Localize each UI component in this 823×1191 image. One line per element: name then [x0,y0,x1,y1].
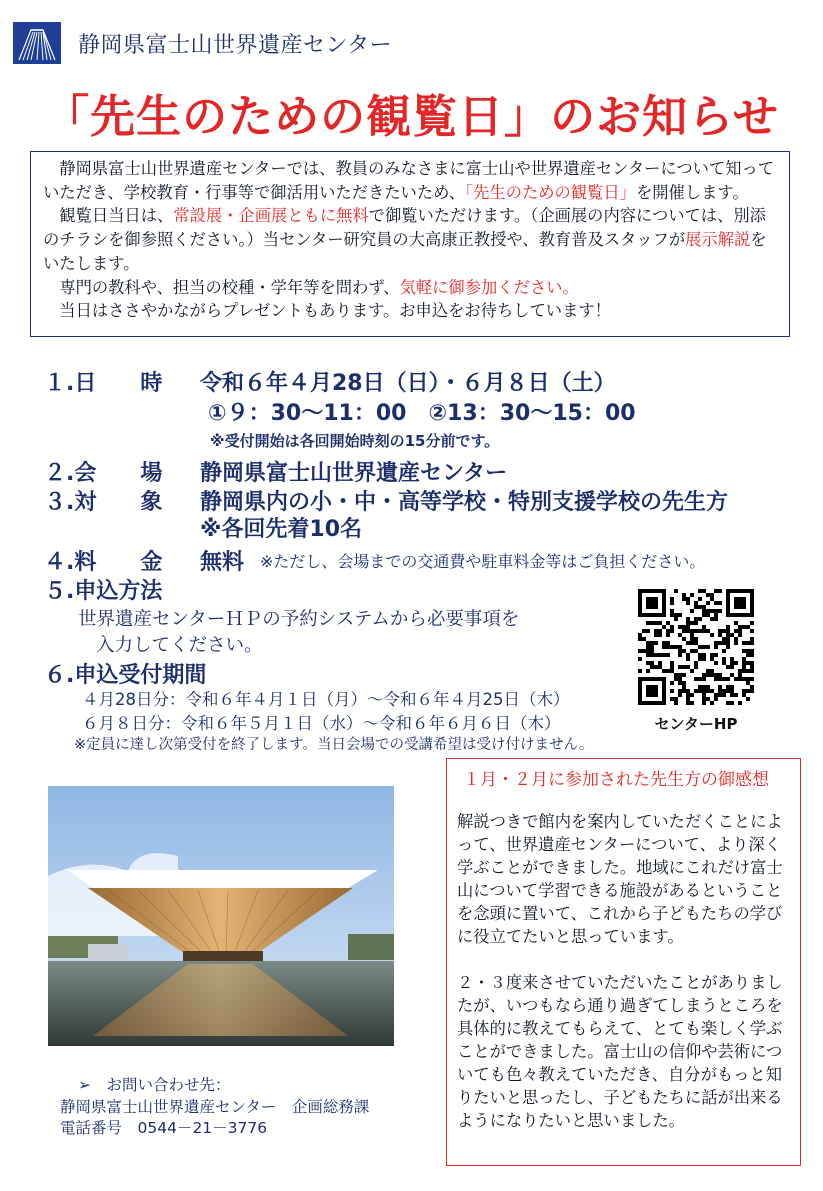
section-date-note: ※受付開始は各回開始時刻の15分前です。 [210,432,500,450]
section-target-label: ３.対 象 [44,490,163,515]
intro-highlight: 「先生のための観覧日」 [465,182,636,202]
intro-text: 静岡県富士山世界遺産センターでは、教員のみなさまに富士山や世界遺産センターについて知っていただき、学校教育・行事等で御活用いただきたいため、 [43,159,775,202]
section-period-line2: ６月８日分：令和６年５月１日（水）～令和６年６月６日（木） [82,714,561,733]
section-date-value: 令和６年４月28日（日）・６月８日（土） [200,371,616,396]
contact-phone[interactable]: 電話番号 0544－21－3776 [60,1119,268,1137]
testimonial-box [446,758,801,1166]
testimonial-title: １月・２月に参加された先生方の御感想 [463,770,769,790]
intro-paragraph-3 [43,276,779,300]
intro-text: で御覧いただけます。（企画展の内容については、別添のチラシを御参照ください。）当センター研究員の大高康正教授や、教育普及スタッフが [43,206,766,250]
building-photo [48,786,394,1046]
section-apply-line1: 世界遺産センターＨＰの予約システムから必要事項を [78,609,520,630]
contact-heading: ➢ お問い合わせ先： [78,1076,231,1094]
intro-paragraph-1 [43,157,779,204]
intro-text: を開催します。 [635,182,749,202]
intro-box [30,151,790,337]
intro-text: をいたします。 [43,230,767,273]
intro-highlight: 気軽に御参加ください。 [399,277,579,297]
section-period-label: ６.申込受付期間 [44,663,207,688]
section-period-note: ※定員に達し次第受付を終了します。当日会場での受講希望は受け付けません。 [74,737,594,753]
section-target-value: 静岡県内の小・中・高等学校・特別支援学校の先生方 [200,490,729,515]
testimonial-paragraph-2: ２・３度来させていただいたことがありましたが、いつもなら通り過ぎてしまうところを具体的に教えてもらえて、とても楽しく学ぶことができました。富士山の信仰や芸術についても色々教えていただき、自分がもっと知りたいと思ったし、子どもたちに話が出来るようになりたいと思いました。 [457,973,783,1130]
section-target-note: ※各回先着10名 [200,517,363,542]
section-date-times: ①９：30～11：00 ②13：30～15：00 [208,401,636,426]
intro-paragraph-2 [43,204,779,275]
qr-code-icon[interactable] [638,589,754,705]
intro-text: 観覧日当日は、 [59,206,174,226]
org-name: 静岡県富士山世界遺産センター [78,33,393,58]
page-title: 「先生のための観覧日」のお知らせ [44,90,779,143]
section-fee-label: ４.料 金 [44,550,163,575]
intro-text: 専門の教科や、担当の校種・学年等を問わず、 [59,277,400,297]
contact-org: 静岡県富士山世界遺産センター 企画総務課 [60,1098,370,1116]
testimonial-paragraph-1: 解説つきで館内を案内していただくことによって、世界遺産センターについて、より深く学ぶことができました。地域にこれだけ富士山について学習できる施設があるということを念頭に置いて、これから子どもたちの学びに役立てたいと思っています。 [457,812,783,946]
section-date-label: １.日 時 [44,371,163,396]
mount-fuji-logo-icon [13,22,61,64]
section-apply-line2: 入力してください。 [96,635,263,656]
section-fee-note: ※ただし、会場までの交通費や駐車料金等はご負担ください。 [260,552,706,571]
qr-label: センターHP [654,715,738,733]
section-apply-label: ５.申込方法 [44,579,163,604]
intro-highlight: 展示解説 [685,230,751,250]
intro-paragraph-4: 当日はささやかながらプレゼントもあります。お申込をお待ちしています！ [59,301,611,321]
section-venue-value: 静岡県富士山世界遺産センター [200,461,508,486]
section-period-line1: ４月28日分：令和６年４月１日（月）～令和６年４月25日（木） [82,690,570,709]
intro-highlight: 常設展・企画展ともに無料 [173,206,369,226]
section-venue-label: ２.会 場 [44,461,163,486]
section-fee-value: 無料 [200,550,245,575]
